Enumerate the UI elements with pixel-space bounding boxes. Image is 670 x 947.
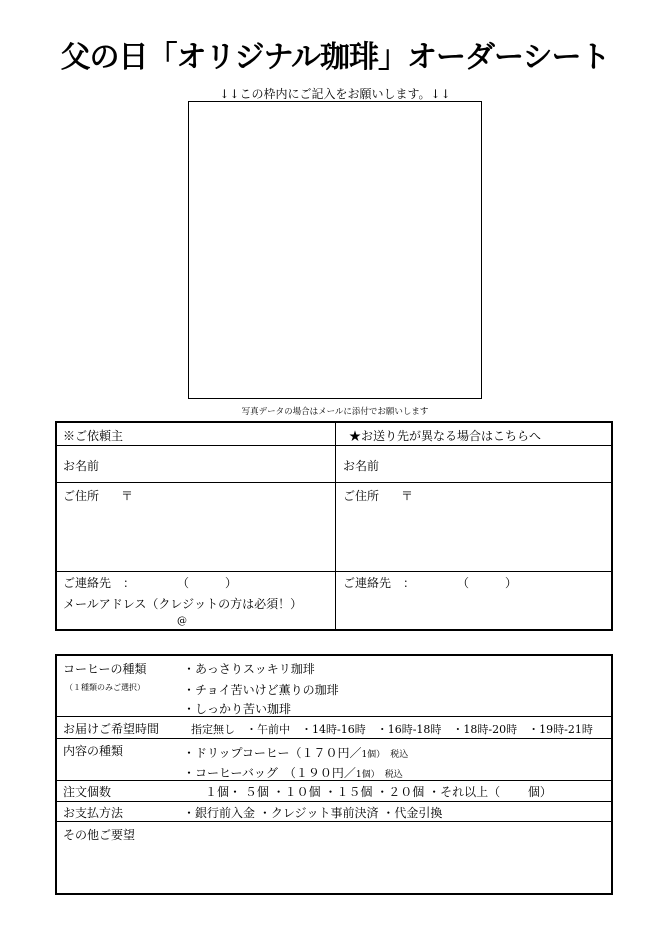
client-name-field[interactable]: [57, 446, 335, 482]
content-option-unit: 1個）: [355, 770, 380, 780]
divider: [57, 716, 611, 717]
at-mark: @: [177, 616, 187, 627]
content-option[interactable]: [183, 742, 408, 761]
client-header: ※ご依頼主: [63, 429, 124, 443]
instruction-text: ↓↓この枠内にご記入をお願いします。↓↓: [219, 87, 451, 101]
tax-note: 税込: [384, 770, 403, 780]
delivery-options[interactable]: 指定無し ・午前中 ・14時-16時 ・16時-18時 ・18時-20時 ・19時-21時: [191, 723, 593, 736]
coffee-type-note: （１種類のみご選択）: [65, 683, 145, 692]
coffee-type-label: コーヒーの種類: [63, 662, 147, 676]
recipient-name-label: お名前: [343, 459, 380, 473]
quantity-label: 注文個数: [63, 785, 112, 799]
other-requests-label: その他ご要望: [63, 828, 136, 842]
postal-mark: 〒: [121, 489, 134, 503]
postal-mark: 〒: [401, 489, 414, 503]
content-option[interactable]: [183, 762, 403, 781]
recipient-contact-label: ご連絡先 ：: [343, 576, 416, 590]
content-option-name: ・ドリップコーヒー（１７０円／: [183, 746, 362, 760]
recipient-contact-paren: （ ）: [457, 576, 518, 590]
recipient-name-field[interactable]: [336, 446, 611, 482]
photo-note: 写真データの場合はメールに添付でお願いします: [241, 407, 429, 417]
client-address-label: ご住所: [63, 489, 100, 503]
client-address-field[interactable]: [57, 483, 335, 571]
divider: [57, 801, 611, 802]
quantity-options[interactable]: １個・ ５個 ・１０個 ・１５個 ・２０個 ・それ以上（ 個）: [205, 785, 552, 799]
divider: [57, 738, 611, 739]
photo-box[interactable]: [188, 101, 482, 399]
coffee-option[interactable]: ・あっさりスッキリ珈琲: [183, 662, 315, 676]
content-option-name: ・コーヒーバッグ （１９０円／: [183, 766, 356, 780]
delivery-label: お届けご希望時間: [63, 722, 160, 736]
payment-label: お支払方法: [63, 806, 124, 820]
recipient-header: ★お送り先が異なる場合はこちらへ: [349, 429, 542, 443]
content-label: 内容の種類: [63, 744, 124, 758]
coffee-option[interactable]: ・チョイ苦いけど薫りの珈琲: [183, 683, 339, 697]
page-title: 父の日「オリジナル珈琲」オーダーシート: [60, 40, 610, 75]
coffee-option[interactable]: ・しっかり苦い珈琲: [183, 702, 292, 716]
divider: [57, 571, 611, 572]
content-option-unit: 1個）: [361, 750, 386, 760]
order-section: [55, 654, 613, 895]
client-name-label: お名前: [63, 459, 100, 473]
recipient-address-label: ご住所: [343, 489, 380, 503]
client-contact-label: ご連絡先 ：: [63, 576, 136, 590]
recipient-address-field[interactable]: [336, 483, 611, 571]
payment-options[interactable]: ・銀行前入金 ・クレジット事前決済 ・代金引換: [183, 806, 443, 820]
tax-note: 税込: [390, 750, 409, 760]
address-section: [55, 421, 613, 631]
other-requests-field[interactable]: [57, 822, 611, 893]
client-email-label: メールアドレス（クレジットの方は必須！）: [63, 597, 303, 611]
client-contact-paren: （ ）: [177, 576, 238, 590]
